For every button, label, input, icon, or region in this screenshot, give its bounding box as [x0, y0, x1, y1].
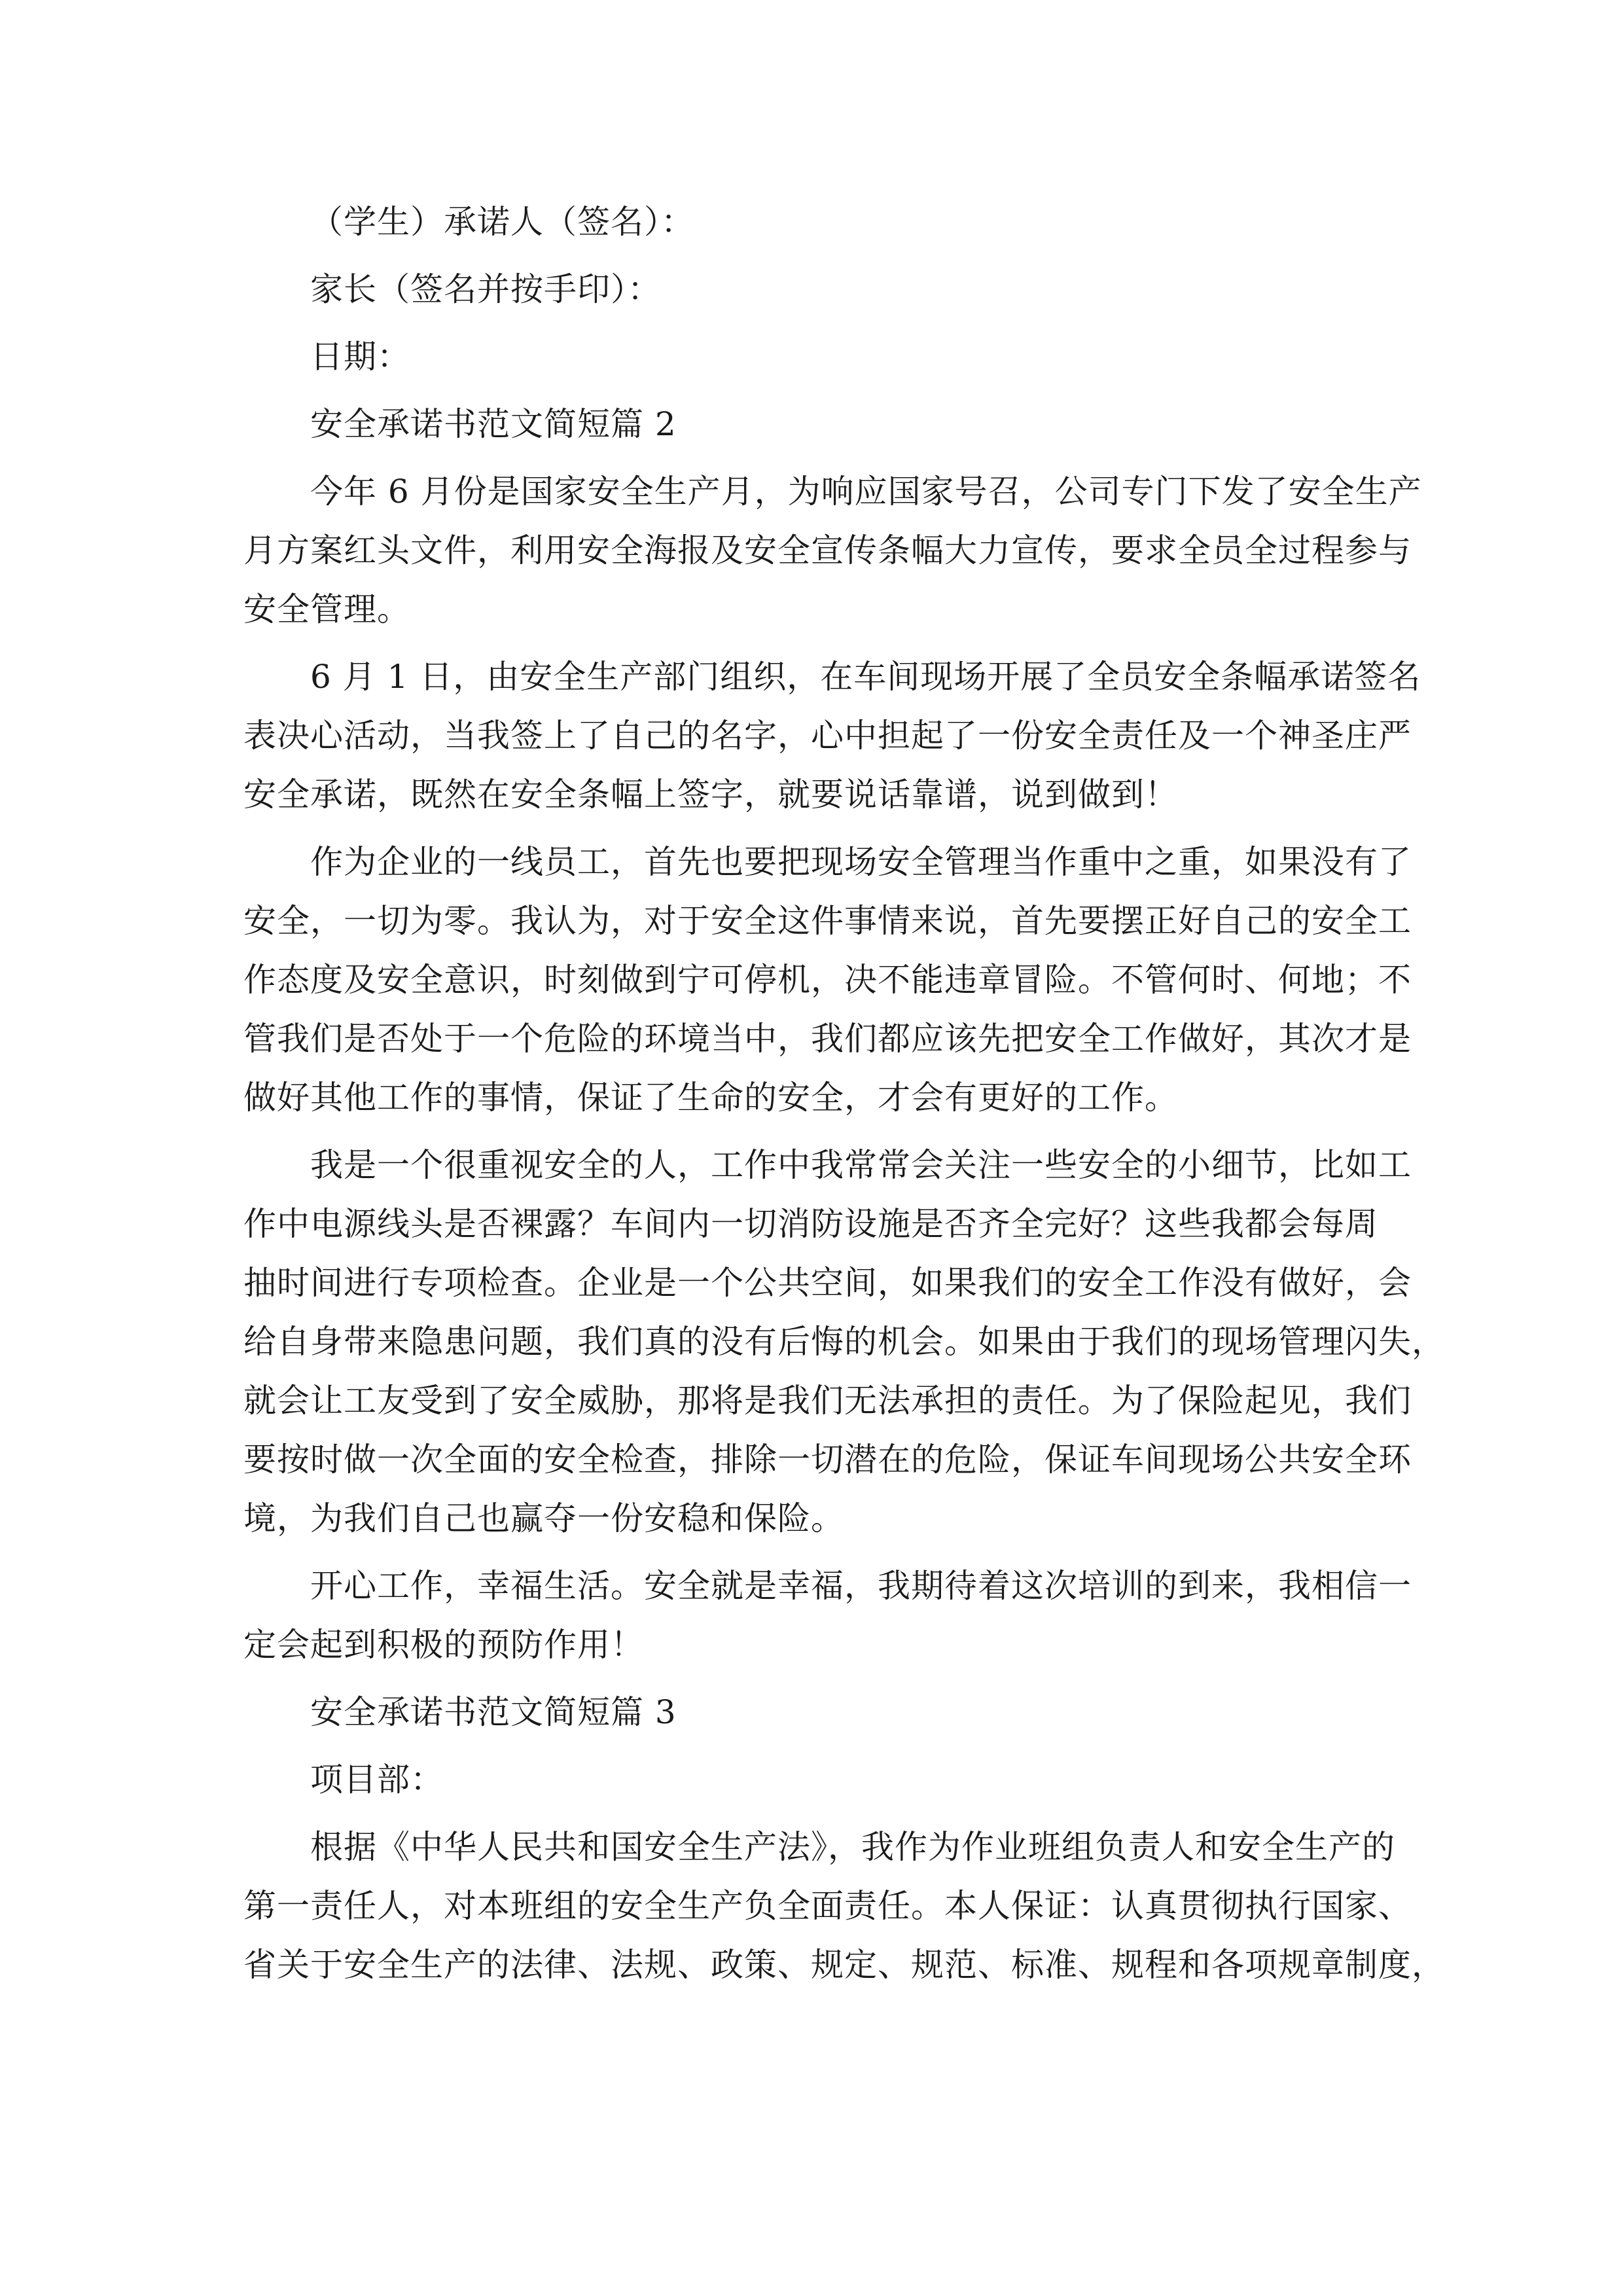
paragraph-line: 6 月 1 日，由安全生产部门组织，在车间现场开展了全员安全条幅承诺签名 [310, 658, 1421, 696]
paragraph-line: 就会让工友受到了安全威胁，那将是我们无法承担的责任。为了保险起见，我们 [243, 1382, 1412, 1420]
paragraph-3 [243, 833, 1412, 1127]
paragraph-1 [243, 462, 1422, 639]
paragraph-line: 省关于安全生产的法律、法规、政策、规定、规范、标准、规程和各项规章制度， [243, 1946, 1445, 1984]
paragraph-line: 安全，一切为零。我认为，对于安全这件事情来说，首先要摆正好自己的安全工 [243, 902, 1412, 940]
paragraph-4 [243, 1136, 1445, 1548]
date-line: 日期： [310, 338, 410, 376]
paragraph-line: 安全承诺，既然在安全条幅上签字，就要说话靠谱，说到做到！ [243, 776, 1178, 814]
paragraph-line: 境，为我们自己也赢夺一份安稳和保险。 [243, 1499, 844, 1537]
document-body [243, 192, 1445, 2003]
paragraph-line: 给自身带来隐患问题，我们真的没有后悔的机会。如果由于我们的现场管理闪失， [243, 1323, 1445, 1361]
paragraph-line: 要按时做一次全面的安全检查，排除一切潜在的危险，保证车间现场公共安全环 [243, 1441, 1412, 1479]
paragraph-2 [243, 647, 1421, 824]
paragraph-line: 作中电源线头是否裸露？车间内一切消防设施是否齐全完好？这些我都会每周 [243, 1205, 1378, 1243]
paragraph-line: 作为企业的一线员工，首先也要把现场安全管理当作重中之重，如果没有了 [310, 843, 1412, 881]
paragraph-6 [243, 1818, 1445, 1994]
paragraph-5 [243, 1556, 1412, 1674]
paragraph-line: 我是一个很重视安全的人，工作中我常常会关注一些安全的小细节，比如工 [310, 1146, 1412, 1184]
paragraph-line: 管我们是否处于一个危险的环境当中，我们都应该先把安全工作做好，其次才是 [243, 1020, 1412, 1058]
paragraph-line: 定会起到积极的预防作用！ [243, 1626, 644, 1664]
paragraph-line: 表决心活动，当我签上了自己的名字，心中担起了一份安全责任及一个神圣庄严 [243, 717, 1412, 755]
paragraph-line: 今年 6 月份是国家安全生产月，为响应国家号召，公司专门下发了安全生产 [310, 473, 1422, 511]
parent-signature-line: 家长（签名并按手印）： [310, 270, 661, 308]
paragraph-line: 根据《中华人民共和国安全生产法》，我作为作业班组负责人和安全生产的 [310, 1828, 1395, 1866]
paragraph-line: 安全管理。 [243, 590, 410, 628]
paragraph-line: 开心工作，幸福生活。安全就是幸福，我期待着这次培训的到来，我相信一 [310, 1567, 1412, 1605]
paragraph-line: 月方案红头文件，利用安全海报及安全宣传条幅大力宣传，要求全员全过程参与 [243, 531, 1412, 569]
paragraph-line: 第一责任人，对本班组的安全生产负全面责任。本人保证：认真贯彻执行国家、 [243, 1887, 1412, 1925]
section-heading-2: 安全承诺书范文简短篇 2 [310, 405, 677, 443]
student-signature-line: （学生）承诺人（签名）： [310, 203, 694, 241]
addressee-line: 项目部： [310, 1761, 444, 1799]
paragraph-line: 抽时间进行专项检查。企业是一个公共空间，如果我们的安全工作没有做好，会 [243, 1264, 1412, 1302]
section-heading-3: 安全承诺书范文简短篇 3 [310, 1693, 677, 1731]
paragraph-line: 做好其他工作的事情，保证了生命的安全，才会有更好的工作。 [243, 1079, 1178, 1117]
paragraph-line: 作态度及安全意识，时刻做到宁可停机，决不能违章冒险。不管何时、何地；不 [243, 961, 1412, 999]
